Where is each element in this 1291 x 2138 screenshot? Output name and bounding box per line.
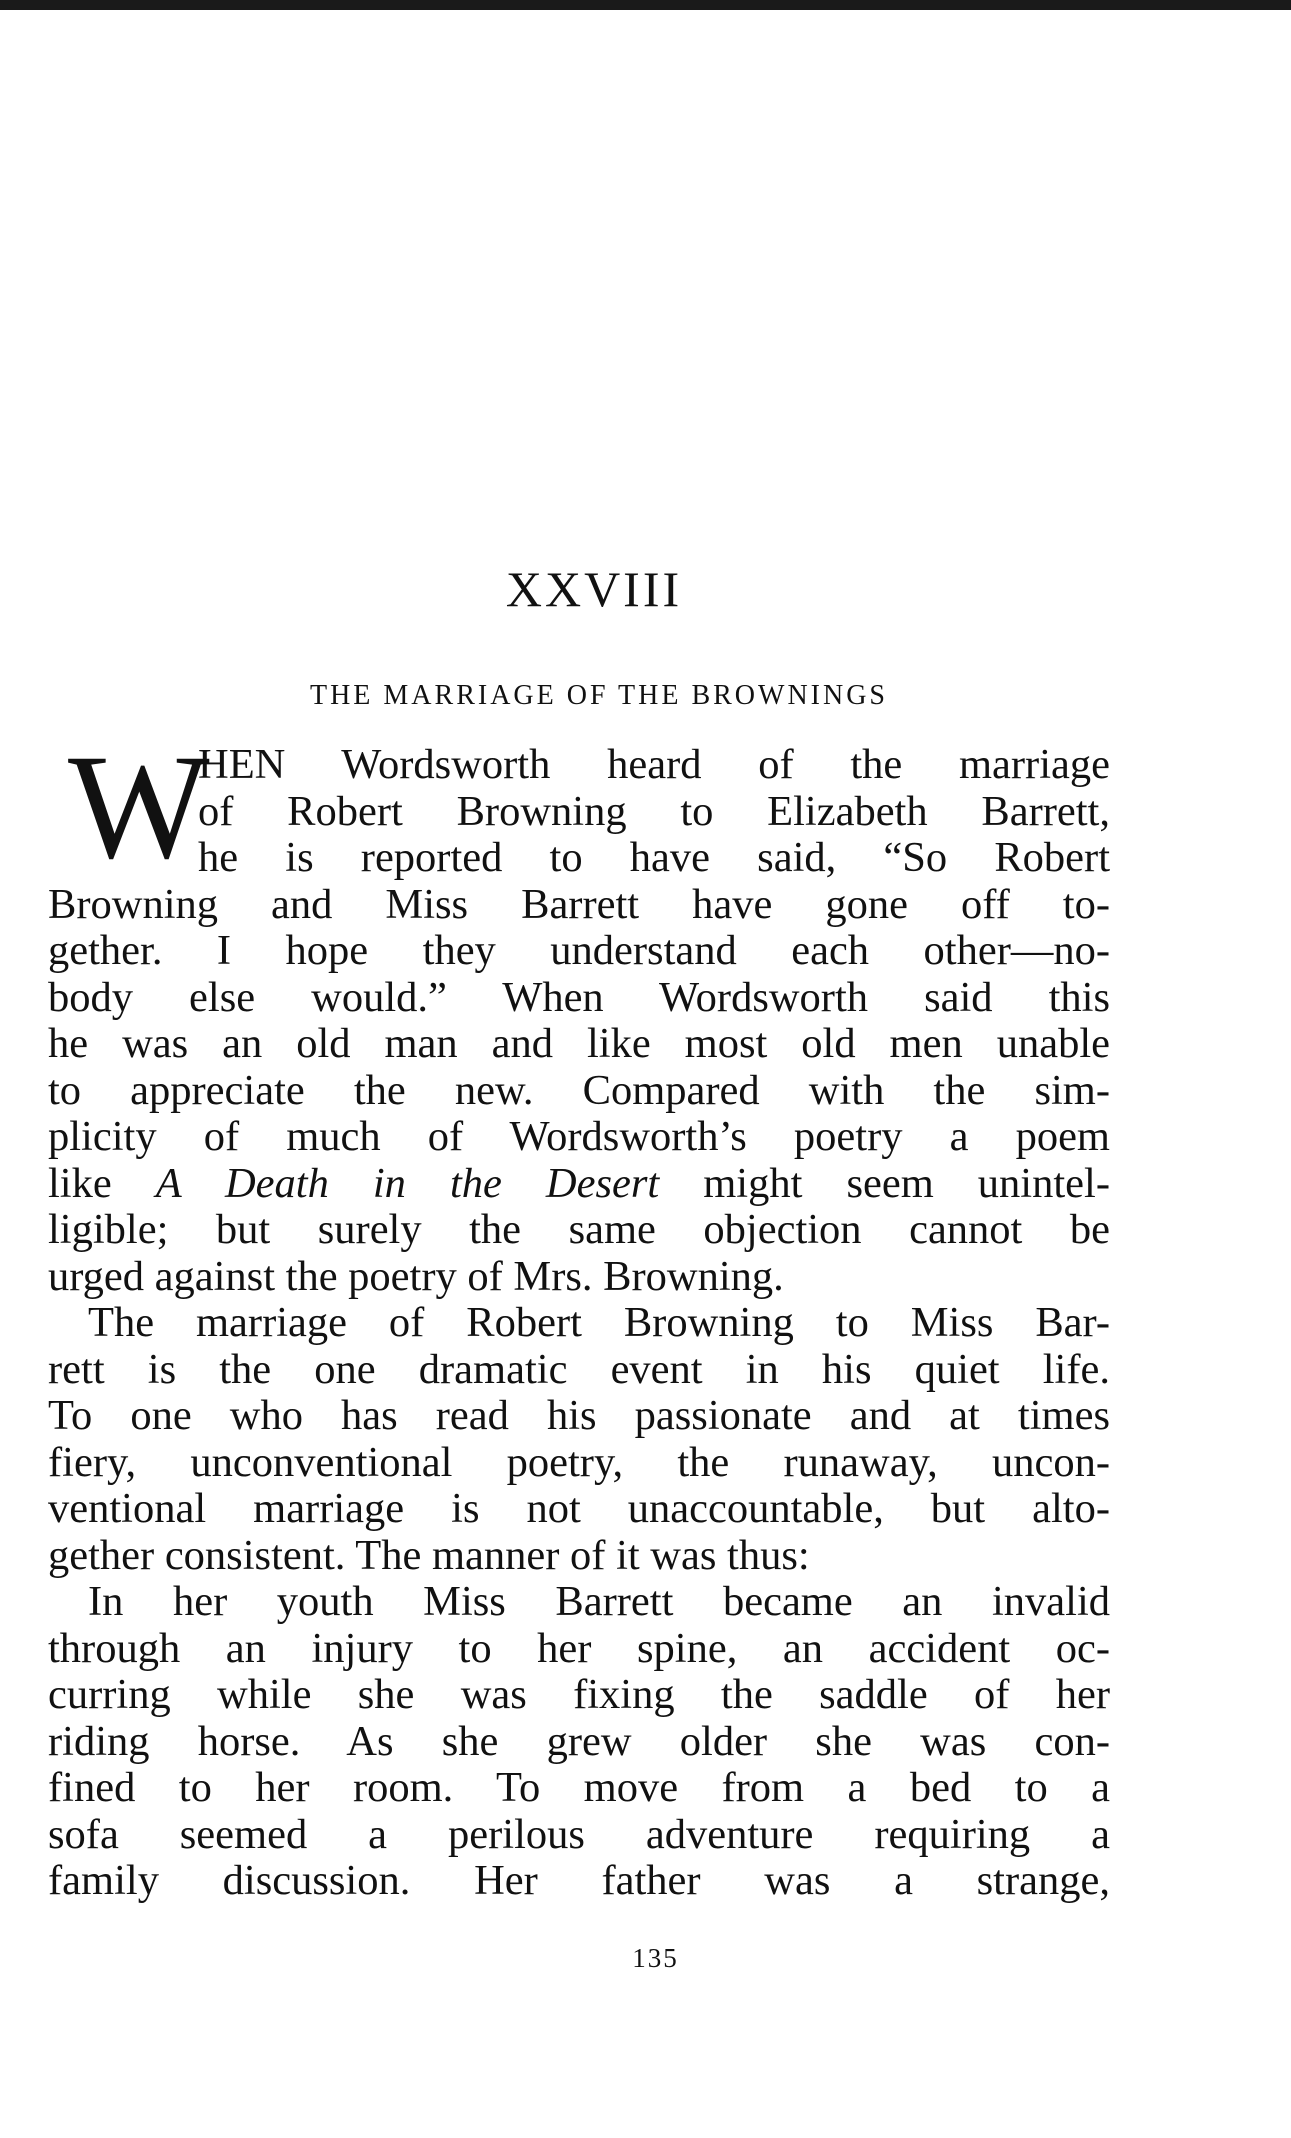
text-line: In her youth Miss Barrett became an invalid	[88, 1578, 1110, 1625]
body-text	[48, 724, 1110, 1905]
text-line: body else would.” When Wordsworth said this	[48, 973, 1110, 1021]
text-line: ligible; but surely the same objection cannot be	[48, 1206, 1110, 1253]
text-line: Browning and Miss Barrett have gone off to-	[48, 880, 1110, 928]
chapter-title: THE MARRIAGE OF THE BROWNINGS	[309, 680, 889, 711]
text-line: he is reported to have said, “So Robert	[198, 834, 1110, 881]
drop-cap-letter: W	[68, 724, 210, 890]
text-line: curring while she was fixing the saddle of her	[48, 1671, 1110, 1718]
top-edge-rule	[0, 0, 1291, 10]
text-line: riding horse. As she grew older she was con-	[48, 1717, 1110, 1765]
paragraph-2	[48, 1300, 1110, 1579]
text-line: he was an old man and like most old men unable	[48, 1020, 1110, 1067]
paragraph-3	[48, 1579, 1110, 1905]
text-fragment: might seem unintel-	[703, 1159, 1110, 1207]
text-line: plicity of much of Wordsworth’s poetry a poem	[48, 1113, 1110, 1160]
text-line: to appreciate the new. Compared with the sim-	[48, 1066, 1110, 1114]
text-line: rett is the one dramatic event in his quiet life.	[48, 1345, 1110, 1393]
text-fragment: like	[48, 1159, 112, 1207]
text-line: ventional marriage is not unaccountable, but alto-	[48, 1485, 1110, 1532]
poem-title: A Death in the Desert	[155, 1159, 660, 1207]
text-line: gether consistent. The manner of it was thus:	[48, 1531, 810, 1579]
paragraph-1	[48, 724, 1110, 1300]
text-line: fined to her room. To move from a bed to a	[48, 1764, 1110, 1811]
text-line: gether. I hope they understand each other—no-	[48, 927, 1110, 974]
text-line: The marriage of Robert Browning to Miss Bar-	[88, 1299, 1110, 1346]
text-line: HEN Wordsworth heard of the marriage	[198, 741, 1110, 788]
book-page	[48, 560, 1110, 1905]
text-line-with-title	[48, 1161, 1110, 1208]
text-line: fiery, unconventional poetry, the runaway, uncon-	[48, 1438, 1110, 1486]
chapter-number: XXVIII	[505, 561, 683, 617]
page-number: 135	[632, 1943, 679, 1973]
text-line: through an injury to her spine, an accident oc-	[48, 1624, 1110, 1672]
text-line: family discussion. Her father was a strange,	[48, 1857, 1110, 1904]
text-line: urged against the poetry of Mrs. Browning.	[48, 1252, 784, 1300]
text-line: sofa seemed a perilous adventure requiring a	[48, 1810, 1110, 1858]
text-line: To one who has read his passionate and at times	[48, 1392, 1110, 1439]
text-line: of Robert Browning to Elizabeth Barrett,	[198, 787, 1110, 835]
